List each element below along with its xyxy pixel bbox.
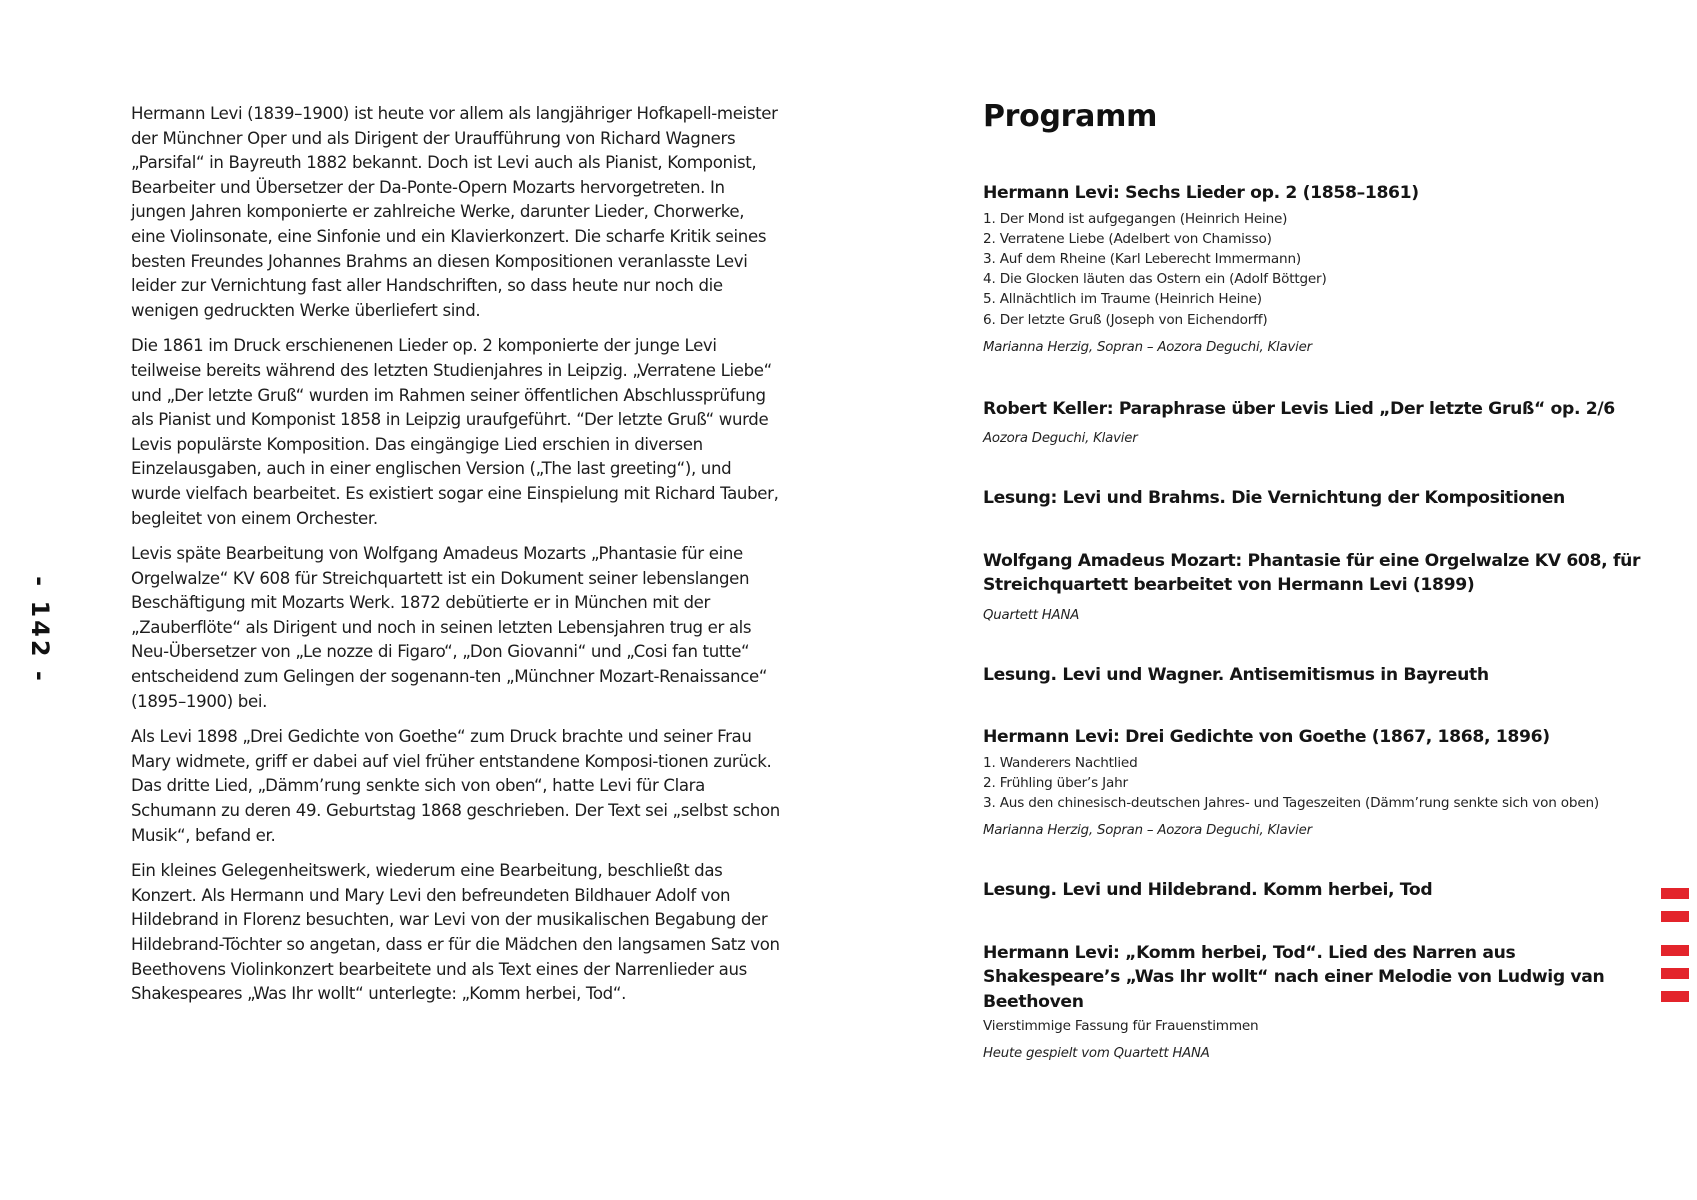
- programm-item-heading: Robert Keller: Paraphrase über Levis Lied „Der letzte Gruß“ op. 2/6: [983, 398, 1615, 419]
- programm-item: [983, 486, 1643, 511]
- programm-item-heading: Hermann Levi: Drei Gedichte von Goethe (1867, 1868, 1896): [983, 727, 1550, 748]
- programm-item: [983, 878, 1643, 903]
- song-list-item: 6. Der letzte Gruß (Joseph von Eichendorff): [983, 311, 1268, 328]
- performers: Heute gespielt vom Quartett HANA: [983, 1046, 1210, 1062]
- programm-item: [983, 663, 1643, 688]
- red-marker: [1661, 888, 1689, 899]
- essay-paragraph: Die 1861 im Druck erschienenen Lieder op. 2 komponierte der junge Levi teilweise bereits während des letzten Studienjahres in Leipzig. „Verratene Liebe“ und „Der letzte Gruß“ wurden im Rahmen seiner öffentlichen Abschlussprüfung als Pianist und Komponist 1858 in Leipzig uraufgeführt. “Der letzte Gruß“ wurde Levis populärste Komposition. Das eingängige Lied erschien in diversen Einzelausgaben, auch in einer englischen Version („The last greeting“), und wurde vielfach bearbeitet. Es existiert sogar eine Einspielung mit Richard Tauber, begleitet von einem Orchester.: [131, 336, 779, 528]
- red-marker: [1661, 911, 1689, 922]
- performers: Marianna Herzig, Sopran – Aozora Deguchi, Klavier: [983, 823, 1312, 839]
- programm-title: Programm: [983, 99, 1158, 134]
- programm-item: [983, 549, 1643, 625]
- page-number: [20, 575, 60, 685]
- programm-item: [983, 725, 1643, 840]
- programm-item: [983, 181, 1643, 357]
- programm-item-heading: Lesung. Levi und Wagner. Antisemitismus in Bayreuth: [983, 664, 1489, 685]
- programm-item: [983, 941, 1643, 1064]
- song-list-item: 3. Auf dem Rheine (Karl Leberecht Immermann): [983, 250, 1301, 267]
- programm-item-heading: Lesung. Levi und Hildebrand. Komm herbei, Tod: [983, 880, 1433, 901]
- song-list-item: 5. Allnächtlich im Traume (Heinrich Heine): [983, 291, 1262, 308]
- song-list-item: 1. Der Mond ist aufgegangen (Heinrich Heine): [983, 210, 1288, 227]
- programm-item-heading: Hermann Levi: Sechs Lieder op. 2 (1858–1861): [983, 183, 1419, 203]
- essay-paragraph: Hermann Levi (1839–1900) ist heute vor allem als langjähriger Hofkapell-meister der Münchner Oper und als Dirigent der Uraufführung von Richard Wagners „Parsifal“ in Bayreuth 1882 bekannt. Doch ist Levi auch als Pianist, Komponist, Bearbeiter und Übersetzer der Da-Ponte-Opern Mozarts hervorgetreten. In jungen Jahren komponierte er zahlreiche Werke, darunter Lieder, Chorwerke, eine Violinsonate, eine Sinfonie und ein Klavierkonzert. Die scharfe Kritik seines besten Freundes Johannes Brahms an diesen Kompositionen veranlasste Levi leider zur Vernichtung fast aller Handschriften, so dass heute nur noch die wenigen gedruckten Werke überliefert sind.: [131, 104, 778, 320]
- song-list-item: 1. Wanderers Nachtlied: [983, 754, 1138, 771]
- programm-item-heading: Wolfgang Amadeus Mozart: Phantasie für eine Orgelwalze KV 608, für Streichquartett bearbeitet von Hermann Levi (1899): [983, 550, 1641, 596]
- red-marker: [1661, 945, 1689, 956]
- essay-paragraph: Ein kleines Gelegenheitswerk, wiederum eine Bearbeitung, beschließt das Konzert. Als Hermann und Mary Levi den befreundeten Bildhauer Adolf von Hildebrand in Florenz besuchten, war Levi von der musikalischen Begabung der Hildebrand-Töchter so angetan, dass er für die Mädchen den langsamen Satz von Beethovens Violinkonzert bearbeitete und als Text eines der Narrenlieder aus Shakespeares „Was Ihr wollt“ unterlegte: „Komm herbei, Tod“.: [131, 861, 780, 1004]
- song-list-item: 3. Aus den chinesisch-deutschen Jahres- und Tageszeiten (Dämm’rung senkte sich von oben): [983, 795, 1600, 812]
- performers: Quartett HANA: [983, 607, 1080, 623]
- essay-column: [131, 102, 781, 1018]
- programm-item: [983, 397, 1643, 449]
- song-list-item: 4. Die Glocken läuten das Ostern ein (Adolf Böttger): [983, 271, 1327, 288]
- performers: Marianna Herzig, Sopran – Aozora Deguchi, Klavier: [983, 339, 1312, 355]
- song-list-item: 2. Verratene Liebe (Adelbert von Chamisso): [983, 230, 1272, 247]
- red-marker: [1661, 968, 1689, 979]
- programm-item-heading: Hermann Levi: „Komm herbei, Tod“. Lied des Narren aus Shakespeare’s „Was Ihr wollt“ nach einer Melodie von Ludwig van Beethoven: [983, 942, 1605, 1012]
- song-list: [983, 753, 1643, 814]
- song-list: [983, 209, 1643, 330]
- red-marker: [1661, 991, 1689, 1002]
- page-number-label: - 142 -: [26, 576, 55, 684]
- performers: Aozora Deguchi, Klavier: [983, 431, 1138, 447]
- song-list-item: 2. Frühling über’s Jahr: [983, 774, 1128, 791]
- programm-item-subtitle: Vierstimmige Fassung für Frauenstimmen: [983, 1018, 1259, 1035]
- programm-column: [983, 95, 1643, 1063]
- essay-paragraph: Levis späte Bearbeitung von Wolfgang Amadeus Mozarts „Phantasie für eine Orgelwalze“ KV 608 für Streichquartett ist ein Dokument seiner lebenslangen Beschäftigung mit Mozarts Werk. 1872 debütierte er in München mit der „Zauberflöte“ als Dirigent und noch in seinen letzten Lebensjahren trug er als Neu-Übersetzer von „Le nozze di Figaro“, „Don Giovanni“ und „Cosi fan tutte“ entscheidend zum Gelingen der sogenann-ten „Münchner Mozart-Renaissance“ (1895–1900) bei.: [131, 544, 768, 711]
- essay-paragraph: Als Levi 1898 „Drei Gedichte von Goethe“ zum Druck brachte und seiner Frau Mary widmete, griff er dabei auf viel früher entstandene Komposi-tionen zurück. Das dritte Lied, „Dämm’rung senkte sich von oben“, hatte Levi für Clara Schumann zu deren 49. Geburtstag 1868 geschrieben. Der Text sei „selbst schon Musik“, befand er.: [131, 727, 780, 845]
- programm-item-heading: Lesung: Levi und Brahms. Die Vernichtung der Kompositionen: [983, 488, 1565, 509]
